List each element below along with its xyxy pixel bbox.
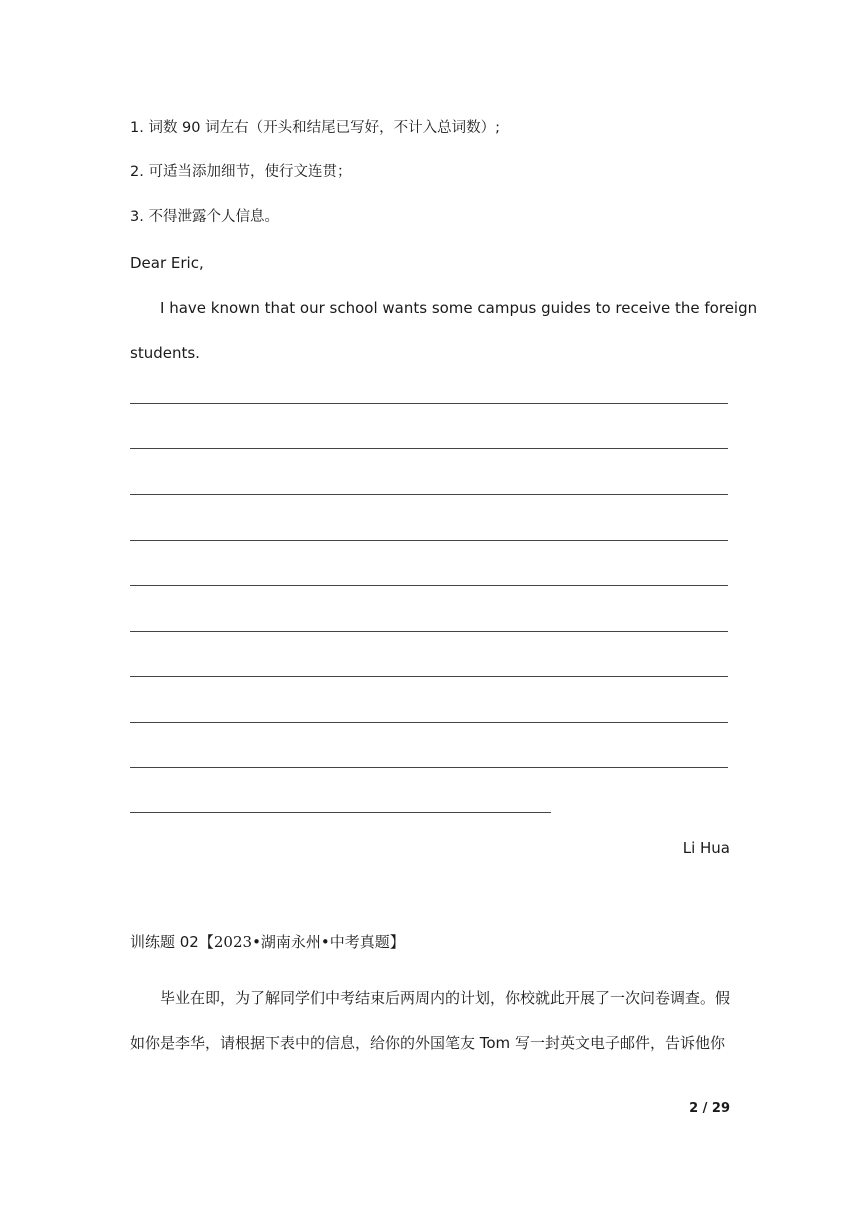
letter-salutation: Dear Eric, <box>130 254 204 272</box>
exercise-heading: 训练题 02【2023•湖南永州•中考真题】 <box>130 933 405 951</box>
requirement-3: 3. 不得泄露个人信息。 <box>130 209 279 225</box>
writing-line <box>130 722 728 723</box>
exercise-paragraph-line-1: 毕业在即，为了解同学们中考结束后两周内的计划，你校就此开展了一次问卷调查。假 <box>160 989 731 1007</box>
writing-line <box>130 676 728 677</box>
writing-line <box>130 767 728 768</box>
requirement-2: 2. 可适当添加细节，使行文连贯； <box>130 164 352 180</box>
letter-opening-line-2: students. <box>130 344 200 362</box>
exercise-year: 2023 <box>213 933 253 951</box>
exercise-paragraph-line-2: 如你是李华，请根据下表中的信息，给你的外国笔友 Tom 写一封英文电子邮件，告诉他你 <box>130 1034 725 1052</box>
letter-opening-line-1: I have known that our school wants some campus guides to receive the foreign <box>160 299 758 317</box>
writing-line <box>130 448 728 449</box>
writing-line <box>130 494 728 495</box>
writing-line <box>130 585 728 586</box>
writing-line <box>130 540 728 541</box>
requirement-1: 1. 词数 90 词左右（开头和结尾已写好，不计入总词数）; <box>130 120 500 136</box>
writing-line <box>130 631 728 632</box>
page-number: 2 / 29 <box>689 1101 730 1116</box>
writing-line <box>130 812 551 813</box>
writing-line <box>130 403 728 404</box>
exercise-source: •湖南永州•中考真题 <box>252 933 390 951</box>
letter-signature: Li Hua <box>682 839 730 857</box>
exercise-label: 训练题 02 <box>130 933 199 951</box>
